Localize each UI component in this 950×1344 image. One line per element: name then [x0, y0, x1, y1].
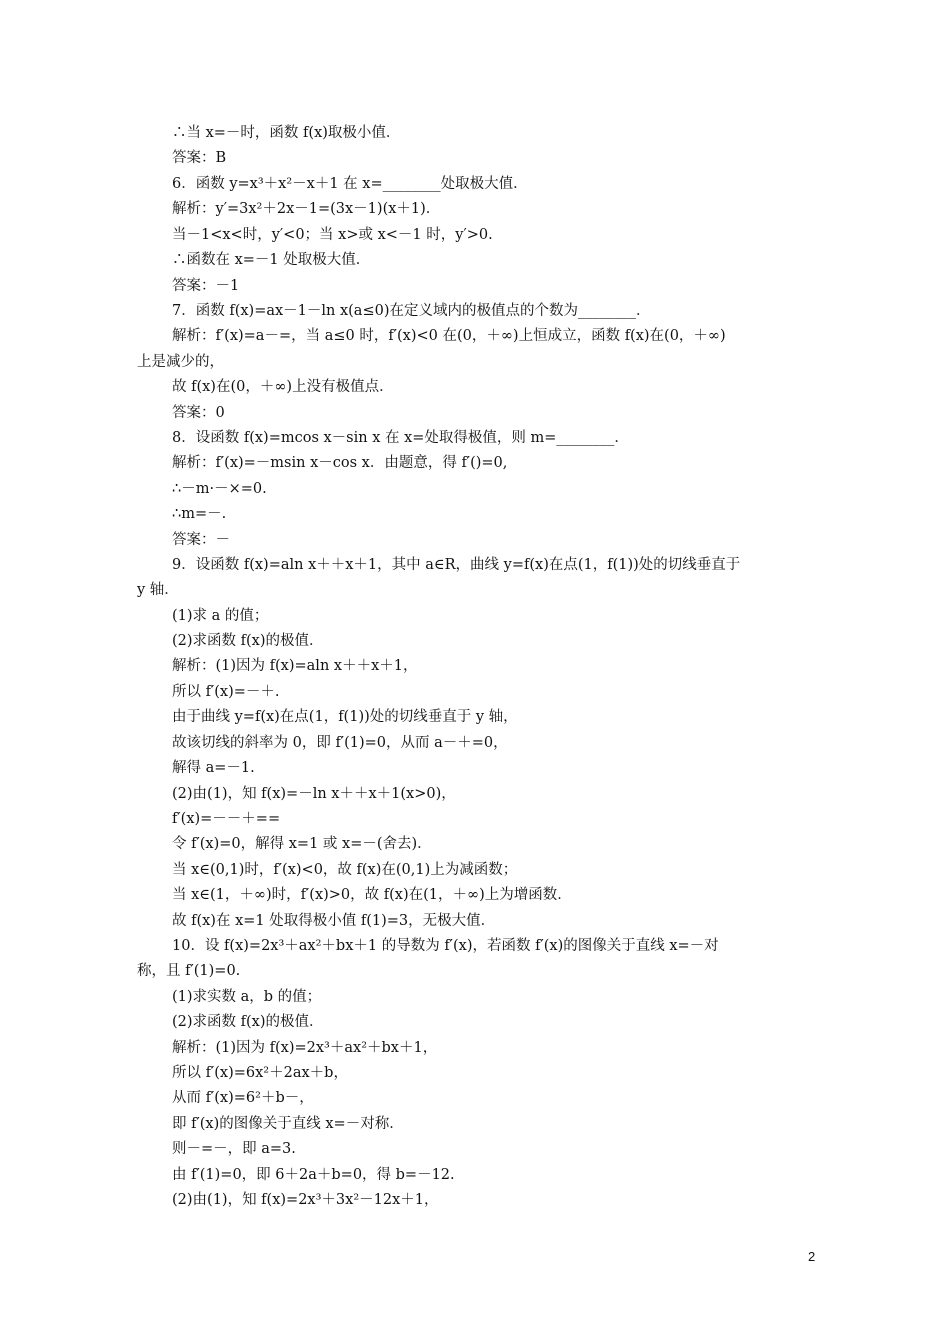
text-line: (2)由(1)，知 f(x)=2x³＋3x²－12x＋1， [172, 1192, 439, 1208]
text-line: ∴m=－. [172, 506, 227, 522]
text-line: 由 f′(1)=0，即 6＋2a＋b=0，得 b=－12. [172, 1167, 455, 1183]
text-line: 6．函数 y=x³＋x²－x＋1 在 x=________处取极大值． [172, 176, 528, 192]
text-line: (2)求函数 f(x)的极值． [172, 1014, 324, 1030]
text-line: 当－1<x<时，y′<0；当 x>或 x<－1 时，y′>0. [172, 227, 493, 243]
text-line: (1)求实数 a，b 的值； [172, 989, 322, 1005]
text-line: 答案：0 [172, 405, 225, 421]
text-line: 解析：(1)因为 f(x)=aln x＋＋x＋1， [172, 658, 418, 674]
text-line: 8．设函数 f(x)=mcos x－sin x 在 x=处取得极值，则 m=________． [172, 430, 629, 446]
text-line: 称，且 f′(1)=0. [137, 963, 241, 979]
text-line: ∴函数在 x=－1 处取极大值． [172, 252, 371, 268]
text-line: 当 x∈(1，＋∞)时，f′(x)>0，故 f(x)在(1，＋∞)上为增函数． [172, 887, 572, 903]
text-line: 7．函数 f(x)=ax－1－ln x(a≤0)在定义域内的极值点的个数为________． [172, 303, 651, 319]
text-line: 答案：－1 [172, 278, 240, 294]
text-line: 故 f(x)在 x=1 处取得极小值 f(1)=3，无极大值． [172, 913, 496, 929]
text-line: 解析：f′(x)=a－=，当 a≤0 时，f′(x)<0 在(0，＋∞)上恒成立，函数 f(x)在(0，＋∞) [172, 328, 726, 344]
text-line: (1)求 a 的值； [172, 608, 269, 624]
text-line: ∴－m·－×=0. [172, 481, 267, 497]
text-line: 当 x∈(0,1)时，f′(x)<0，故 f(x)在(0,1)上为减函数； [172, 862, 518, 878]
text-line: 10．设 f(x)=2x³＋ax²＋bx＋1 的导数为 f′(x)，若函数 f′(x)的图像关于直线 x=－对 [172, 938, 719, 954]
text-line: 故该切线的斜率为 0，即 f′(1)=0，从而 a－＋=0， [172, 735, 508, 751]
text-line: 解析：f′(x)=－msin x－cos x．由题意，得 f′()=0, [172, 455, 508, 471]
text-line: 由于曲线 y=f(x)在点(1，f(1))处的切线垂直于 y 轴， [172, 709, 518, 725]
text-line: ∴当 x=－时，函数 f(x)取极小值． [172, 125, 401, 141]
text-line: 从而 f′(x)=6²＋b－， [172, 1090, 314, 1106]
text-line: 则－=－，即 a=3. [172, 1141, 296, 1157]
text-line: 答案：B [172, 150, 227, 166]
text-line: f′(x)=－－＋== [172, 811, 281, 827]
page-number: 2 [808, 1249, 816, 1264]
text-line: 答案：－ [172, 532, 230, 548]
text-line: 上是减少的， [137, 354, 224, 370]
text-line: 解析：(1)因为 f(x)=2x³＋ax²＋bx＋1， [172, 1040, 438, 1056]
text-line: 解得 a=－1. [172, 760, 255, 776]
text-line: (2)求函数 f(x)的极值． [172, 633, 324, 649]
text-line: 即 f′(x)的图像关于直线 x=－对称． [172, 1116, 404, 1132]
text-line: 9．设函数 f(x)=aln x＋＋x＋1，其中 a∈R，曲线 y=f(x)在点(1，f(1))处的切线垂直于 [172, 557, 741, 573]
text-line: 所以 f′(x)=－＋. [172, 684, 280, 700]
text-line: 所以 f′(x)=6x²＋2ax＋b， [172, 1065, 348, 1081]
text-line: y 轴． [137, 582, 179, 598]
text-line: 令 f′(x)=0，解得 x=1 或 x=－(舍去)． [172, 836, 432, 852]
text-line: 故 f(x)在(0，＋∞)上没有极值点． [172, 379, 394, 395]
text-line: 解析：y′=3x²＋2x－1=(3x－1)(x＋1)． [172, 201, 441, 217]
text-line: (2)由(1)，知 f(x)=－ln x＋＋x＋1(x>0)， [172, 786, 456, 802]
